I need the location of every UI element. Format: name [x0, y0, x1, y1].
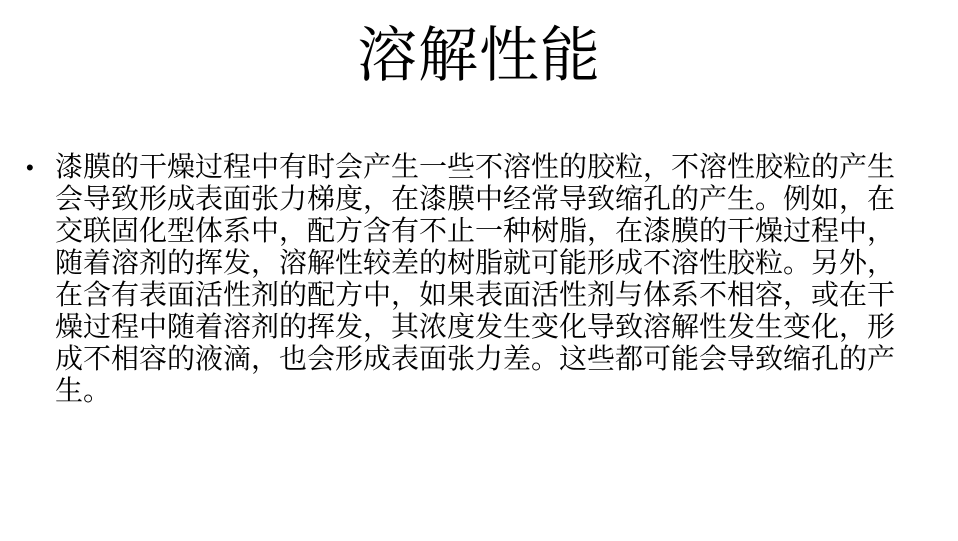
body-text-line: 在含有表面活性剂的配方中，如果表面活性剂与体系不相容，或在干 [55, 280, 896, 311]
body-text-line: 会导致形成表面张力梯度，在漆膜中经常导致缩孔的产生。例如，在 [55, 184, 896, 215]
body-text-line: 交联固化型体系中，配方含有不止一种树脂，在漆膜的干燥过程中， [55, 216, 896, 247]
body-text-line: 成不相容的液滴，也会形成表面张力差。这些都可能会导致缩孔的产 [55, 344, 896, 375]
body-text [55, 152, 895, 408]
bullet-item [26, 152, 926, 408]
slide-title: 溶解性能 [357, 23, 601, 89]
body-text-line: 漆膜的干燥过程中有时会产生一些不溶性的胶粒，不溶性胶粒的产生 [55, 152, 896, 183]
body-text-line: 燥过程中随着溶剂的挥发，其浓度发生变化导致溶解性发生变化，形 [55, 312, 896, 343]
body-text-line: 随着溶剂的挥发，溶解性较差的树脂就可能形成不溶性胶粒。另外， [55, 248, 896, 279]
body-text-line: 生。 [55, 376, 112, 407]
bullet-icon: • [26, 155, 34, 180]
